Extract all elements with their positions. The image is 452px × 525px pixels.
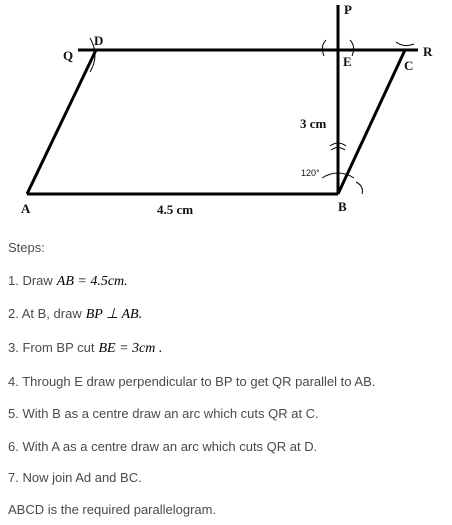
label-b: B [338,199,347,214]
segment-ad [27,50,96,194]
label-e: E [343,54,352,69]
step-1-text: 1. Draw [8,273,53,288]
label-angle: 120° [301,168,320,178]
step-3 [8,340,162,357]
step-2-text: 2. At B, draw [8,306,82,321]
step-4: 4. Through E draw perpendicular to BP to get QR parallel to AB. [8,374,376,389]
conclusion: ABCD is the required parallelogram. [8,502,217,517]
step-1-math: AB = 4.5cm. [56,274,128,289]
step-2-math: BP ⊥ AB. [85,307,143,322]
step-6: 6. With A as a centre draw an arc which cuts QR at D. [8,439,318,454]
segment-bc [338,50,405,194]
step-2 [8,306,142,323]
step-3-math: BE = 3cm . [98,341,163,356]
label-r: R [423,44,433,59]
steps-heading: Steps: [8,240,45,255]
label-d: D [94,33,104,48]
step-1 [8,273,128,290]
step-3-text: 3. From BP cut [8,340,95,355]
step-5: 5. With B as a centre draw an arc which cuts QR at C. [8,406,319,421]
label-a: A [21,201,31,216]
label-be-length: 3 cm [300,116,327,131]
arc-at-c [396,42,414,46]
label-c: C [404,58,414,73]
step-7: 7. Now join Ad and BC. [8,470,142,485]
label-ab-length: 4.5 cm [157,202,194,217]
label-p: P [344,2,352,17]
parallelogram-construction-figure [0,0,452,228]
label-q: Q [63,48,74,63]
